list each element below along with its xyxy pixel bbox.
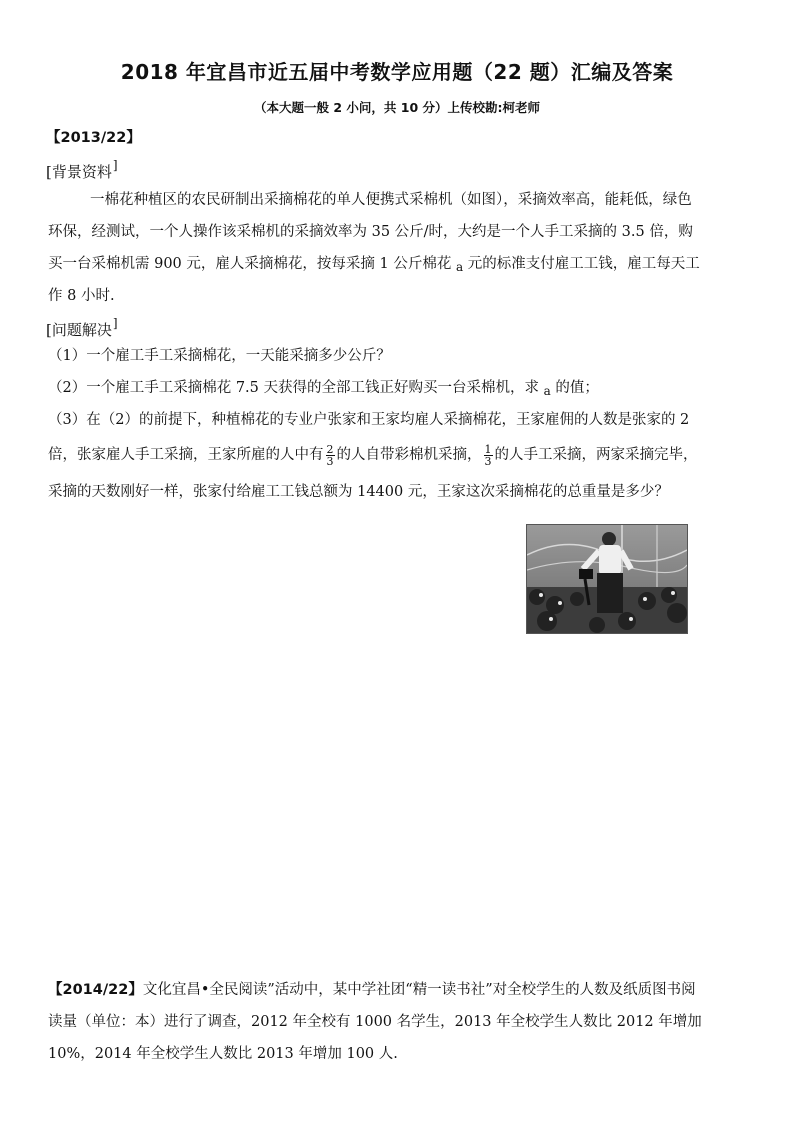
background-line-2: 环保，经测试，一个人操作该采棉机的采摘效率为 35 公斤/时，大约是一个人手工采摘的 3.5 倍，购	[48, 224, 693, 240]
background-heading-text: [背景资料	[46, 163, 112, 181]
fraction-denominator: 3	[484, 454, 492, 468]
page-subtitle: （本大题一般 2 小问，共 10 分）上传校勘:柯老师	[254, 100, 540, 115]
fraction-numerator: 2	[326, 442, 334, 456]
section-2014-line-1-text: 文化宜昌•全民阅读”活动中，某中学社团“精一读书社”对全校学生的人数及纸质图书阅	[142, 982, 696, 998]
fraction-numerator: 1	[484, 442, 492, 456]
background-line-3-start: 买一台采棉机需 900 元，雇人采摘棉花，按每采摘 1 公斤棉花	[48, 256, 456, 272]
question-3-line-2-middle: 的人自带彩棉机采摘，	[336, 447, 482, 463]
problem-heading	[46, 316, 118, 340]
background-line-1: 一棉花种植区的农民研制出采摘棉花的单人便携式采棉机（如图），采摘效率高，能耗低，绿色	[90, 192, 692, 208]
section-2014-tag: 【2014/22】	[48, 982, 143, 998]
question-2-end: 的值；	[550, 380, 599, 396]
question-3-line-2	[48, 440, 698, 470]
question-2	[48, 378, 599, 401]
question-2-start: （2）一个雇工手工采摘棉花 7.5 天获得的全部工钱正好购买一台采棉机，求	[48, 380, 544, 396]
background-heading-bracket: ]	[112, 158, 118, 172]
background-line-3-end: 元的标准支付雇工工钱，雇工每天工	[463, 256, 700, 272]
question-3-line-2-start: 倍，张家雇人手工采摘，王家所雇的人中有	[48, 447, 324, 463]
fraction-two-thirds	[326, 444, 335, 467]
question-1: （1）一个雇工手工采摘棉花，一天能采摘多少公斤？	[48, 348, 391, 364]
background-line-3	[48, 254, 700, 277]
question-3-line-3: 采摘的天数刚好一样，张家付给雇工工钱总额为 14400 元，王家这次采摘棉花的总重量是多少？	[48, 484, 669, 500]
fraction-denominator: 3	[326, 454, 334, 468]
section-2014-line-3: 10%，2014 年全校学生人数比 2013 年增加 100 人.	[48, 1046, 398, 1062]
problem-heading-bracket: ]	[112, 316, 118, 330]
cotton-picker-photo	[526, 524, 688, 634]
variable-a: a	[543, 384, 551, 398]
section-2013-tag: 【2013/22】	[46, 130, 141, 146]
background-heading	[46, 158, 118, 182]
section-2014-line-2: 读量（单位：本）进行了调查，2012 年全校有 1000 名学生，2013 年全校学生人数比 2012 年增加	[48, 1014, 702, 1030]
problem-heading-text: [问题解决	[46, 321, 112, 339]
page-title: 2018 年宜昌市近五届中考数学应用题（22 题）汇编及答案	[120, 60, 674, 84]
fraction-one-third	[484, 444, 493, 467]
background-line-4: 作 8 小时.	[48, 288, 115, 304]
question-3-line-1: （3）在（2）的前提下，种植棉花的专业户张家和王家均雇人采摘棉花，王家雇佣的人数是张家的 2	[48, 412, 690, 428]
question-3-line-2-end: 的人手工采摘，两家采摘完毕，	[494, 447, 698, 463]
section-2014-line-1	[48, 980, 696, 1000]
variable-a: a	[455, 260, 464, 274]
